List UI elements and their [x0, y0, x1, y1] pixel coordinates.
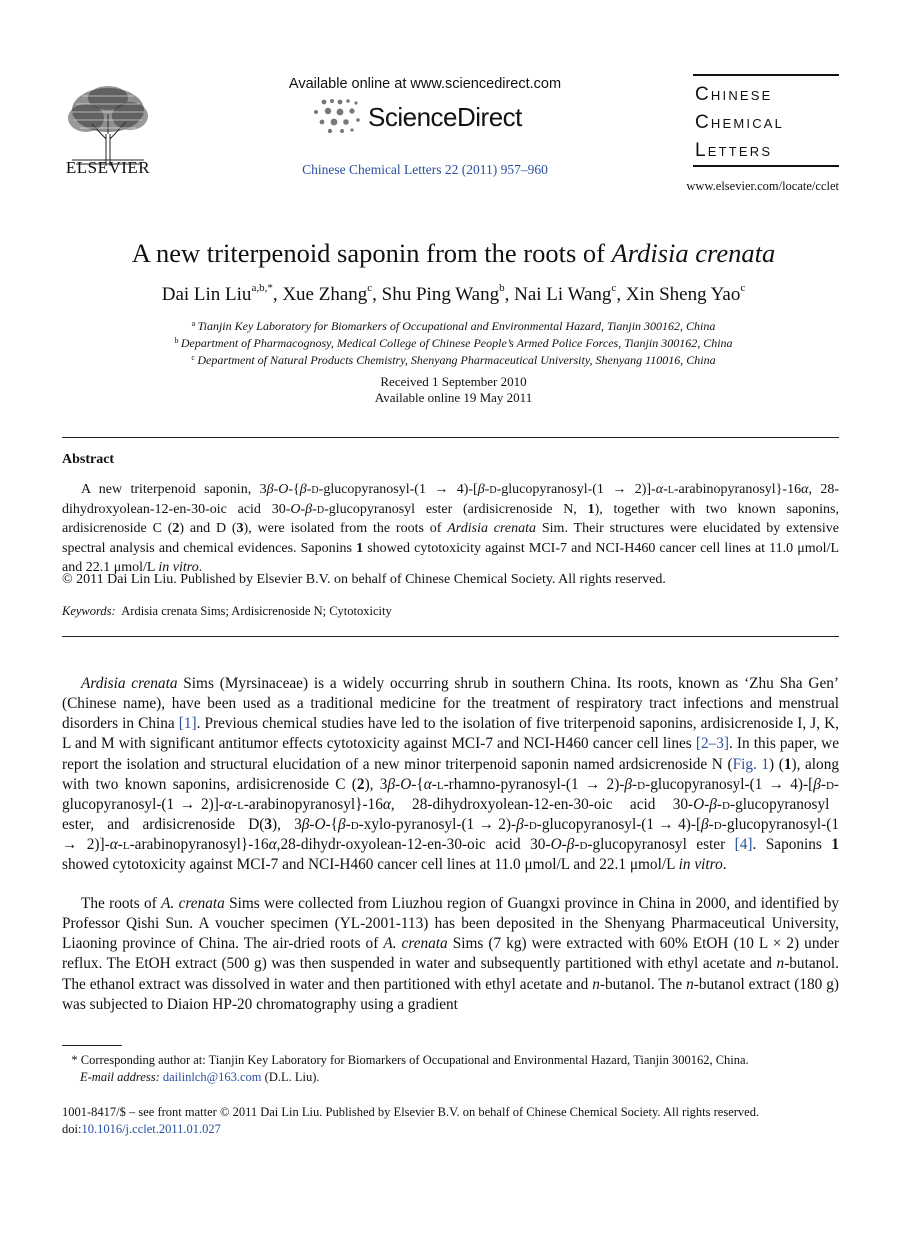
abstract-heading: Abstract — [62, 452, 115, 467]
abstract-text: A new triterpenoid saponin, 3β-O-{β-d-glucopyranosyl-(1 → 4)-[β-d-glucopyranosyl-(1 → 2)]-α-l-arabinopyranosyl}-16α, 28-dihydroxyolean-12-en-30-oic acid 30-O-β-d-glucopyranosyl ester (ardisicrenoside N, 1), together with two known saponins, ardisicrenoside C (2) and D (3), were isolated from the roots of Ardisia crenata Sim. Their structures were elucidated by extensive spectral analysis and chemical evidences. Saponins 1 showed cytotoxicity against MCI-7 and NCI-H460 cancer cell lines at 11.0 μmol/L and 22.1 μmol/L in vitro. — [62, 482, 840, 576]
affiliation: $^c$ Department of Natural Products Chemistry, Shenyang Pharmaceutical University, Shenyang 110016, China — [191, 353, 716, 367]
figure-link[interactable]: Fig. 1 — [732, 755, 770, 773]
citation-link[interactable]: [1] — [178, 715, 197, 733]
divider — [62, 636, 839, 637]
journal-logo-line: Chemical — [695, 112, 785, 133]
author-affil-sup[interactable]: c — [740, 282, 746, 294]
email-link[interactable]: dailinlch@163.com — [162, 1070, 262, 1084]
affiliation: $^a$ Tianjin Key Laboratory for Biomarkers of Occupational and Environmental Hazard, Tianjin 300162, China — [191, 319, 716, 333]
author-name: Shu Ping Wang — [381, 284, 500, 305]
journal-logo-line: Chinese — [695, 84, 773, 105]
email-label: E-mail address: — [80, 1070, 160, 1084]
email-suffix: (D.L. Liu). — [264, 1070, 320, 1084]
citation-link[interactable]: [2–3] — [695, 735, 729, 753]
author-affil-sup[interactable]: c — [367, 282, 373, 294]
doi-label: doi: — [62, 1122, 82, 1136]
sciencedirect-logo — [310, 98, 550, 138]
received-date: Received 1 September 2010 — [380, 374, 527, 389]
author-affil-sup[interactable]: a,b,* — [251, 282, 273, 294]
keywords-list: Ardisia crenata Sims; Ardisicrenoside N; Cytotoxicity — [121, 604, 392, 618]
author-affil-sup[interactable]: b — [499, 282, 505, 294]
journal-url-link[interactable]: www.elsevier.com/locate/cclet — [686, 179, 839, 193]
body-paragraph: The roots of A. crenata Sims were collected from Liuzhou region of Guangxi province in China in 2000, and identified by Professor Qishi Sun. A voucher specimen (YL-2001-113) has been deposited in the Shenyang Pharmaceutical University, Liaoning province of China. The air-dried roots of A. crenata Sims (7 kg) were extracted with 60% EtOH (10 L × 2) under reflux. The EtOH extract (500 g) was then suspended in water and subsequently partitioned with ethyl acetate and n-butanol. The ethanol extract was dissolved in water and then partitioned with ethyl acetate and n-butanol. The n-butanol extract (180 g) was subjected to Diaion HP-20 chromatography using a gradient — [62, 895, 840, 1013]
copyright-notice: © 2011 Dai Lin Liu. Published by Elsevier B.V. on behalf of Chinese Chemical Society. All rights reserved. — [62, 572, 666, 587]
title-species: Ardisia crenata — [611, 238, 776, 268]
issn-line: 1001-8417/$ – see front matter © 2011 Dai Lin Liu. Published by Elsevier B.V. on behalf of Chinese Chemical Society. All rights reserved. — [62, 1105, 760, 1119]
affiliation: $^b$ Department of Pharmacognosy, Medical College of Chinese People’s Armed Police Forces, Tianjin 300162, China — [174, 336, 733, 350]
article-title — [40, 238, 867, 269]
doi-link[interactable]: 10.1016/j.cclet.2011.01.027 — [81, 1122, 221, 1136]
footnote-divider — [62, 1045, 122, 1046]
keywords — [62, 604, 839, 619]
author-name: Xin Sheng Yao — [625, 284, 741, 305]
available-online-date: Available online 19 May 2011 — [374, 390, 533, 405]
journal-logo-line: Letters — [695, 140, 773, 161]
title-text: A new triterpenoid saponin from the roots of — [131, 238, 612, 268]
journal-citation-link[interactable]: Chinese Chemical Letters 22 (2011) 957–960 — [302, 162, 548, 177]
author-name: Dai Lin Liu — [161, 284, 252, 305]
elsevier-wordmark: ELSEVIER — [65, 158, 151, 177]
sciencedirect-dots-icon — [310, 98, 366, 138]
front-matter — [62, 1104, 839, 1138]
author-list: Dai Lin Liu$^{a,b,*}$, Xue Zhang$^c$, Shu Ping Wang$^b$, Nai Li Wang$^c$, Xin Sheng Yao$^c$ — [161, 282, 746, 305]
divider — [62, 437, 839, 438]
author-name: Xue Zhang — [282, 284, 368, 305]
citation-link[interactable]: [4] — [734, 836, 753, 854]
corresponding-author-footnote: * Corresponding author at: Tianjin Key Laboratory for Biomarkers of Occupational and Environmental Hazard, Tianjin 300162, China. E-mail address: dailinlch@163.com (D.L. Liu). — [62, 1053, 749, 1084]
available-online-text: Available online at www.sciencedirect.com — [288, 76, 562, 92]
author-name: Nai Li Wang — [514, 284, 612, 305]
keywords-label: Keywords: — [62, 604, 116, 618]
journal-logo — [693, 74, 839, 168]
author-affil-sup[interactable]: c — [611, 282, 617, 294]
sciencedirect-name: ScienceDirect — [368, 102, 522, 132]
body-paragraph: Ardisia crenata Sims (Myrsinaceae) is a widely occurring shrub in southern China. Its roots, known as ‘Zhu Sha Gen’ (Chinese name), have been used as a traditional medicine for the treatment of respiratory tract infections and menstrual disorders in China [1]. Previous chemical studies have led to the isolation of five triterpenoid saponins, ardisicrenoside I, J, K, L and M with significant antitumor effects cytotoxicity against MCI-7 and NCI-H460 cancer cell lines [2–3]. In this paper, we report the isolation and structural elucidation of a new minor triterpenoid saponin named ardsicrenoside N (Fig. 1) (1), along with two known saponins, ardisicrenoside C (2), 3β-O-{α-l-rhamno-pyranosyl-(1 → 2)-β-d-glucopyranosyl-(1 → 4)-[β-d-glucopyranosyl-(1 → 2)]-α-l-arabinopyranosyl}-16α, 28-dihydroxyolean-12-en-30-oic acid 30-O-β-d-glucopyranosyl ester, and ardisicrenoside D(3), 3β-O-{β-d-xylo-pyranosyl-(1 → 2)-β-d-glucopyranosyl-(1 → 4)-[β-d-glucopyranosyl-(1 → 2)]-α-l-arabinopyranosyl}-16α,28-dihydr-oxyolean-12-en-30-oic acid 30-O-β-d-glucopyranosyl ester [4]. Saponins 1 showed cytotoxicity against MCI-7 and NCI-H460 cancer cell lines at 11.0 μmol/L and 22.1 μmol/L in vitro. — [62, 675, 840, 874]
